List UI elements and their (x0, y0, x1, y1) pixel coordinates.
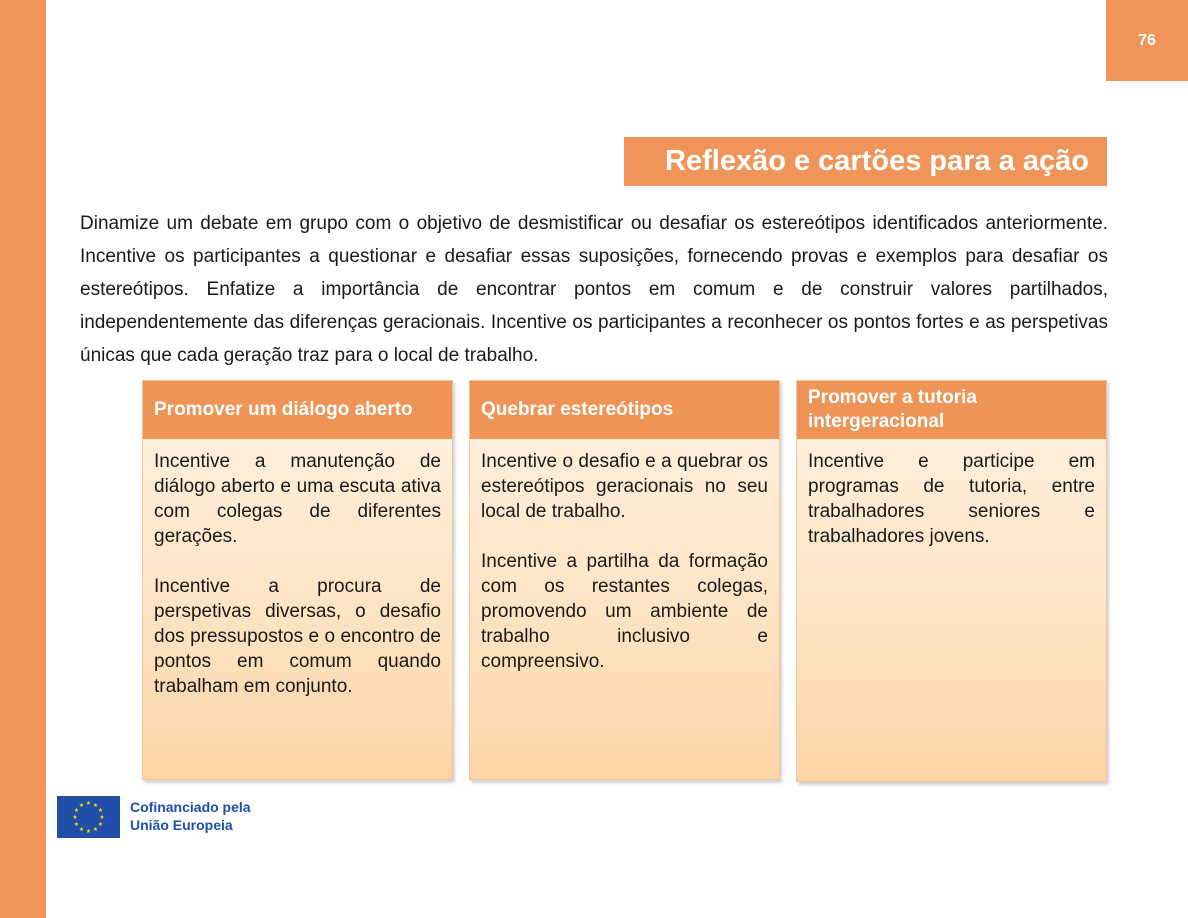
svg-text:★: ★ (73, 821, 80, 828)
page-number: 76 (1106, 0, 1188, 81)
card-paragraph: Incentive a procura de perspetivas diversas, o desafio dos pressupostos e o encontro de pontos em comum quando trabalham em conjunto. (154, 576, 441, 697)
funding-line: União Europeia (130, 817, 233, 833)
svg-text:★: ★ (72, 814, 78, 821)
card-paragraph: Incentive e participe em programas de tutoria, entre trabalhadores seniores e trabalhadores jovens. (808, 451, 1095, 547)
card-heading: Quebrar estereótipos (470, 381, 779, 439)
card-heading: Promover um diálogo aberto (143, 381, 452, 439)
page-title (624, 137, 1107, 186)
card-break-stereotypes (469, 380, 780, 780)
page-title-text: Reflexão e cartões para a ação (665, 145, 1089, 177)
card-paragraph: Incentive o desafio e a quebrar os estereótipos geracionais no seu local de trabalho. (481, 451, 768, 522)
card-paragraph: Incentive a manutenção de diálogo aberto e uma escuta ativa com colegas de diferentes gerações. (154, 451, 441, 547)
svg-text:★: ★ (78, 826, 85, 833)
svg-text:★: ★ (92, 802, 99, 809)
card-paragraph: Incentive a partilha da formação com os restantes colegas, promovendo um ambiente de trabalho inclusivo e compreensivo. (481, 551, 768, 672)
card-body (797, 439, 1106, 549)
svg-text:★: ★ (73, 807, 80, 814)
left-accent-bar (0, 0, 46, 918)
card-open-dialogue (142, 380, 453, 780)
svg-text:★: ★ (97, 807, 104, 814)
svg-text:★: ★ (85, 828, 92, 835)
intro-paragraph: Dinamize um debate em grupo com o objetivo de desmistificar ou desafiar os estereótipos identificados anteriormente. Incentive os participantes a questionar e desafiar essas suposições, fornecendo provas e exemplos para desafiar os estereótipos. Enfatize a importância de encontrar pontos em comum e de construir valores partilhados, independentemente das diferenças geracionais. Incentive os participantes a reconhecer os pontos fortes e as perspetivas únicas que cada geração traz para o local de trabalho. (80, 213, 1108, 366)
card-heading: Promover a tutoria intergeracional (797, 381, 1106, 439)
card-intergenerational-mentoring (796, 380, 1107, 782)
svg-text:★: ★ (97, 821, 104, 828)
eu-flag-icon (57, 796, 120, 838)
svg-text:★: ★ (92, 826, 99, 833)
funding-line: Cofinanciado pela (130, 799, 251, 815)
eu-funding-text (130, 798, 251, 834)
card-body (143, 439, 452, 699)
svg-text:★: ★ (99, 814, 105, 821)
card-body (470, 439, 779, 674)
svg-text:★: ★ (78, 802, 85, 809)
svg-text:★: ★ (85, 800, 92, 807)
